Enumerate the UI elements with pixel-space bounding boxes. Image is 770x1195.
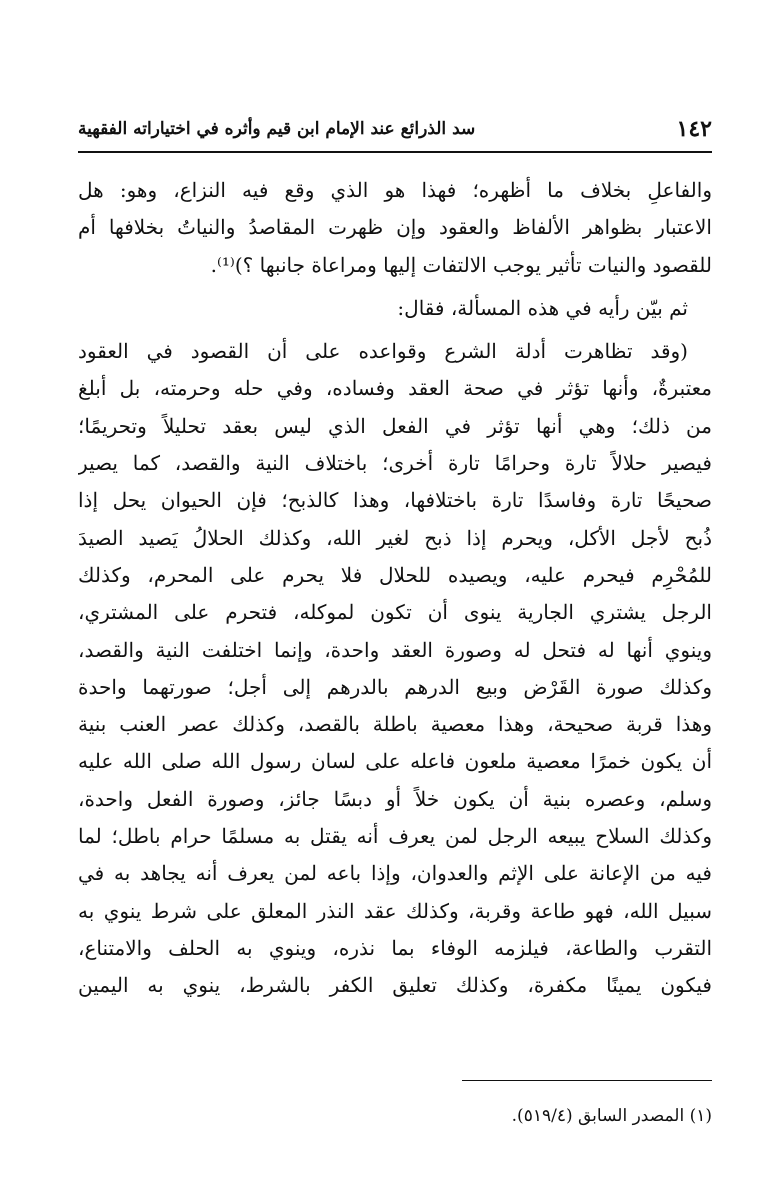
text-line: معتبرةٌ، وأنها تؤثر في صحة العقد وفساده، وفي حله وحرمته، بل أبلغ	[78, 376, 712, 401]
text-line: وهذا قربة صحيحة، وهذا معصية باطلة بالقصد، وكذلك عصر العنب بنية	[78, 712, 712, 737]
text-line: وكذلك السلاح يبيعه الرجل لمن يعرف أنه يقتل به مسلمًا حرام باطل؛ لما	[78, 824, 712, 849]
text-line: ثم بيّن رأيه في هذه المسألة، فقال:	[397, 295, 688, 320]
footnote-divider	[462, 1080, 712, 1081]
text-line: للمُحْرِم فيحرم عليه، ويصيده للحلال فلا يحرم على المحرم، وكذلك	[78, 562, 712, 587]
text-line: فيصير حلالاً تارة وحرامًا تارة أخرى؛ باختلاف النية والقصد، كما يصير	[78, 451, 712, 476]
text-line: أن يكون خمرًا معصية ملعون فاعله على لسان رسول الله صلى الله عليه	[78, 749, 712, 774]
running-title: سد الذرائع عند الإمام ابن قيم وأثره في اختياراته الفقهية	[78, 119, 476, 139]
text-line: للقصود والنيات تأثير يوجب الالتفات إليها ومراعاة جانبها ؟)⁽¹⁾.	[210, 252, 712, 277]
text-line: فيه من الإعانة على الإثم والعدوان، وإذا باعه لمن يعرف أنه يجاهد به في	[78, 861, 712, 886]
text-line: التقرب والطاعة، فيلزمه الوفاء بما نذره، وينوي به الحلف والامتناع،	[78, 935, 712, 960]
text-line: وينوي أنها له فتحل له وصورة العقد واحدة، وإنما اختلفت النية والقصد،	[78, 637, 712, 662]
text-line: من ذلك؛ وهي أنها تؤثر في الفعل الذي ليس بعقد تحليلاً وتحريمًا؛	[78, 413, 712, 438]
body-text	[78, 172, 712, 1005]
text-line: وسلم، وعصره بنية أن يكون خلاً أو دبسًا جائز، وصورة الفعل واحدة،	[78, 786, 712, 811]
text-line: فيكون يمينًا مكفرة، وكذلك تعليق الكفر بالشرط، ينوي به اليمين	[78, 973, 712, 998]
paragraph	[78, 290, 712, 327]
text-line: ذُبح لأجل الأكل، ويحرم إذا ذبح لغير الله، وكذلك الحلالُ يَصيد الصيدَ	[78, 525, 712, 550]
text-line: الاعتبار بظواهر الألفاظ والعقود وإن ظهرت المقاصدُ والنياتُ بخلافها أم	[78, 215, 712, 240]
text-line: (وقد تظاهرت أدلة الشرع وقواعده على أن القصود في العقود	[78, 339, 688, 364]
text-line: صحيحًا تارة وفاسدًا تارة باختلافها، وهذا كالذبح؛ فإن الحيوان يحل إذا	[78, 488, 712, 513]
text-line: وكذلك صورة القَرْض وبيع الدرهم بالدرهم إلى أجل؛ صورتهما واحدة	[78, 674, 712, 699]
footnote: (١) المصدر السابق (٥١٩/٤).	[511, 1106, 712, 1126]
text-line: والفاعلِ بخلاف ما أظهره؛ فهذا هو الذي وقع فيه النزاع، وهو: هل	[78, 178, 712, 202]
text-line: سبيل الله، فهو طاعة وقربة، وكذلك عقد النذر المعلق على شرط ينوي به	[78, 898, 712, 923]
running-header	[78, 112, 712, 146]
paragraph	[78, 333, 712, 1004]
paragraph	[78, 172, 712, 284]
page-number: ١٤٢	[676, 116, 712, 142]
header-divider	[78, 151, 712, 153]
text-line: الرجل يشتري الجارية ينوى أن تكون لموكله، فتحرم على المشتري،	[78, 600, 712, 625]
